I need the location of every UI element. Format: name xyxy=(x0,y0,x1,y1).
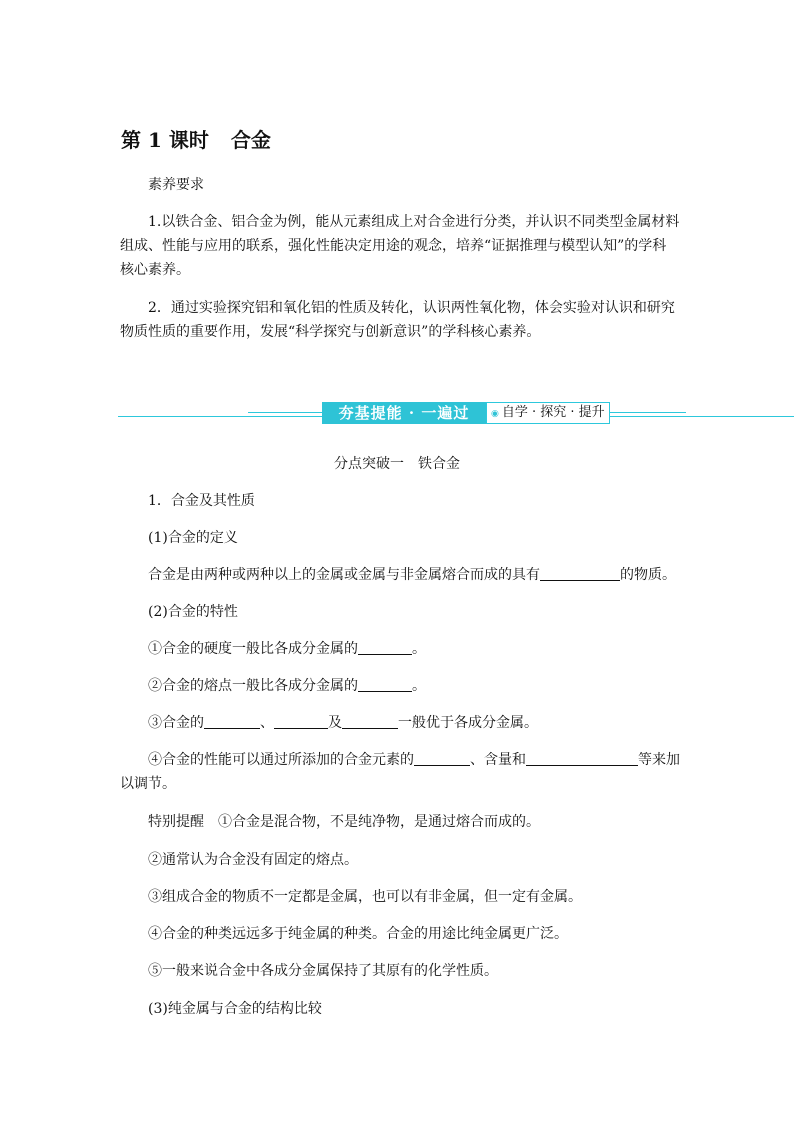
subsection-1b: (2)合金的特性 xyxy=(148,604,238,620)
requirement-1: 1.以铁合金、铝合金为例，能从元素组成上对合金进行分类，并认识不同类型金属材料组成、性能与应用的联系，强化性能决定用途的观念，培养“证据推理与模型认知”的学科核心素养。 xyxy=(120,214,680,278)
requirement-2: 2．通过实验探究铝和氧化铝的性质及转化，认识两性氧化物，体会实验对认识和研究物质性质的重要作用，发展“科学探究与创新意识”的学科核心素养。 xyxy=(120,300,675,340)
definition-line: 合金是由两种或两种以上的金属或金属与非金属熔合而成的具有 的物质。 xyxy=(148,567,676,583)
banner-dot-icon: ◉ xyxy=(491,409,499,419)
title-topic: 合金 xyxy=(230,128,271,152)
blank-field[interactable] xyxy=(358,640,412,655)
banner-subtitle xyxy=(486,402,610,424)
requirements-heading: 素养要求 xyxy=(148,177,204,193)
tip-3: ③组成合金的物质不一定都是金属，也可以有非金属，但一定有金属。 xyxy=(148,889,582,905)
blank-field[interactable] xyxy=(358,677,412,692)
feature-4: ④合金的性能可以通过所添加的合金元素的 、含量和 等来加 xyxy=(148,752,680,768)
subsection-1c: (3)纯金属与合金的结构比较 xyxy=(148,1001,322,1017)
subsection-1: 1．合金及其性质 xyxy=(148,493,255,509)
tip-2: ②通常认为合金没有固定的熔点。 xyxy=(148,852,358,868)
feature-4-cont: 以调节。 xyxy=(120,776,176,792)
blank-field[interactable] xyxy=(204,714,260,729)
feature-2: ②合金的熔点一般比各成分金属的 。 xyxy=(148,678,426,694)
blank-field[interactable] xyxy=(274,714,328,729)
blank-field[interactable] xyxy=(540,566,620,581)
banner-title: 夯基提能 · 一遍过 xyxy=(322,402,486,424)
feature-3: ③合金的 、 及 一般优于各成分金属。 xyxy=(148,715,538,731)
subsection-1a: (1)合金的定义 xyxy=(148,530,238,546)
section-heading: 分点突破一 铁合金 xyxy=(334,456,460,472)
tip-label: 特别提醒 xyxy=(148,814,204,830)
blank-field[interactable] xyxy=(342,714,398,729)
blank-field[interactable] xyxy=(526,751,638,766)
tip-5: ⑤一般来说合金中各成分金属保持了其原有的化学性质。 xyxy=(148,963,498,979)
tip-4: ④合金的种类远远多于纯金属的种类。合金的用途比纯金属更广泛。 xyxy=(148,926,568,942)
tip-1: 特别提醒 ①合金是混合物，不是纯净物，是通过熔合而成的。 xyxy=(148,814,540,830)
banner-rule-left-accent xyxy=(248,412,322,413)
banner-rule-right-accent xyxy=(608,412,686,413)
banner-rule-left xyxy=(118,416,322,417)
banner-rule-right xyxy=(608,416,794,417)
feature-1: ①合金的硬度一般比各成分金属的 。 xyxy=(148,641,426,657)
banner-subtitle-text: 自学 · 探究 · 提升 xyxy=(501,405,605,420)
page-title xyxy=(121,124,271,153)
blank-field[interactable] xyxy=(414,751,470,766)
title-lesson: 第 1 课时 xyxy=(121,128,209,152)
